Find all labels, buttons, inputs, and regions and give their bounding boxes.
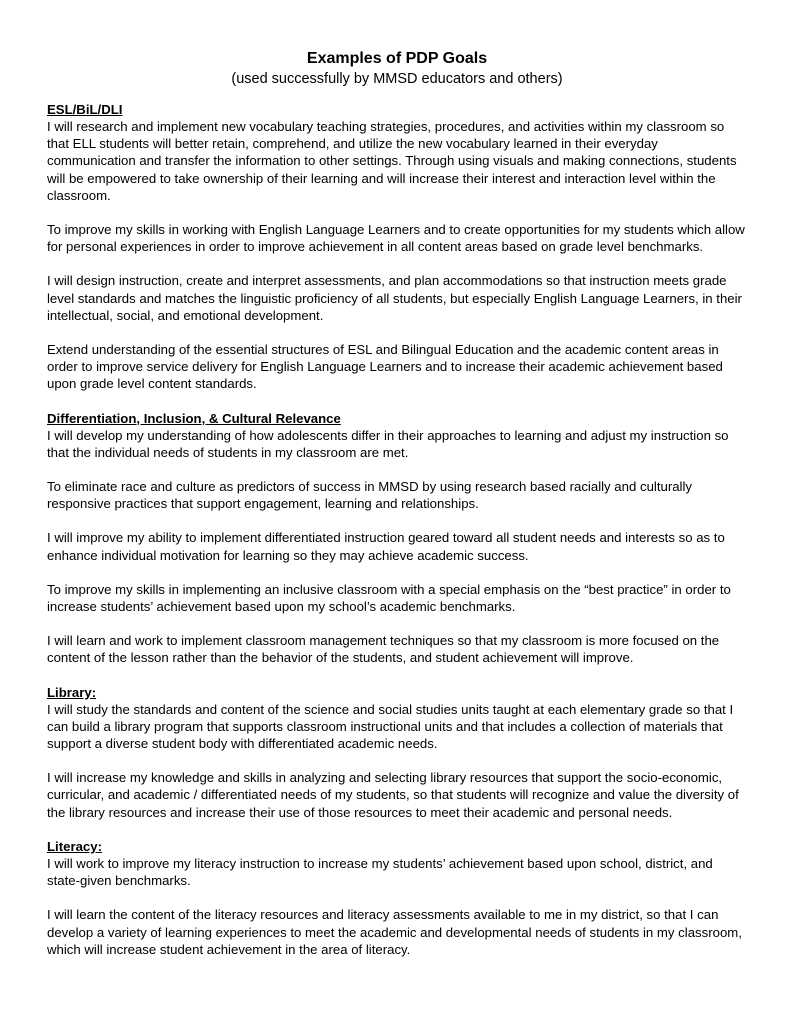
goal-paragraph: I will learn the content of the literacy resources and literacy assessments available to me in my district, so that I can develop a variety of learning experiences to meet the academic and developmental needs of students in my classroom, which will increase student achievement in the area of literacy.	[47, 907, 742, 957]
section-heading: Literacy:	[47, 838, 102, 854]
goal-paragraph: I will improve my ability to implement differentiated instruction geared toward all student needs and interests so as to enhance individual motivation for learning so they may achieve academic success.	[47, 530, 725, 563]
section-literacy	[47, 838, 747, 958]
document-title: Examples of PDP Goals	[306, 50, 488, 67]
section-differentiation	[47, 410, 747, 667]
goal-paragraph: I will develop my understanding of how adolescents differ in their approaches to learning and adjust my instruction so that the individual needs of students in my classroom are met.	[47, 427, 729, 460]
section-heading: Library:	[47, 684, 97, 700]
section-esl	[47, 101, 747, 393]
document-subtitle: (used successfully by MMSD educators and others)	[231, 71, 563, 87]
goal-paragraph: To improve my skills in implementing an inclusive classroom with a special emphasis on the “best practice” in order to increase students’ achievement based upon my school’s academic benchmarks.	[47, 581, 731, 615]
section-library	[47, 684, 747, 821]
goal-paragraph: I will work to improve my literacy instruction to increase my students’ achievement based upon school, district, and state-given benchmarks.	[47, 855, 713, 889]
goal-paragraph: I will study the standards and content of the science and social studies units taught at each elementary grade so that I can build a library program that supports classroom instructional units and that includes a collection of materials that support a diverse student body with differentiated academic needs.	[47, 701, 734, 752]
goal-paragraph: To eliminate race and culture as predictors of success in MMSD by using research based racially and culturally responsive practices that support engagement, learning and relationships.	[47, 479, 693, 512]
goal-paragraph: Extend understanding of the essential structures of ESL and Bilingual Education and the academic content areas in order to improve service delivery for English Language Learners and to increase their academic achievement based upon grade level content standards.	[47, 342, 723, 392]
section-heading: ESL/BiL/DLI	[47, 102, 123, 117]
goal-paragraph: To improve my skills in working with English Language Learners and to create opportunities for my students which allow for personal experiences in order to improve achievement in all content areas based on grade level benchmarks.	[47, 222, 745, 255]
goal-paragraph: I will learn and work to implement classroom management techniques so that my classroom is more focused on the content of the lesson rather than the behavior of the students, and student achievement will improve.	[47, 633, 720, 666]
section-heading: Differentiation, Inclusion, & Cultural Relevance	[47, 410, 341, 426]
goal-paragraph: I will design instruction, create and interpret assessments, and plan accommodations so that instruction meets grade level standards and matches the linguistic proficiency of all students, but especially English Language Learners, in their intellectual, social, and emotional development.	[47, 273, 742, 323]
goal-paragraph: I will research and implement new vocabulary teaching strategies, procedures, and activities within my classroom so that ELL students will better retain, comprehend, and utilize the new vocabulary learned in their everyday communication and transfer the information to other settings. Through using visuals and making connections, students will be empowered to take ownership of their learning and will increase their interest and interaction level within the classroom.	[47, 119, 737, 203]
document-page	[47, 48, 747, 975]
goal-paragraph: I will increase my knowledge and skills in analyzing and selecting library resources that support the socio-economic, curricular, and academic / differentiated needs of my students, so that students will recognize and value the diversity of the library resources and increase their use of those resources to meet their academic and personal needs.	[47, 770, 739, 820]
